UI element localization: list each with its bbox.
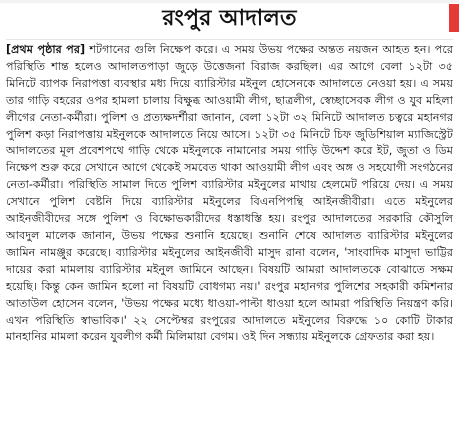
article-text: শটগানের গুলি নিক্ষেপ করে। এ সময় উভয় পক্ষের অন্তত নয়জন আহত হন। পরে পরিস্থিতি শান্ত হলেও আদালতপাড়া জুড়ে উত্তেজনা বিরাজ করছিল। এর আগে বেলা ১২টা ৩৫ মিনিটে ব্যাপক নিরাপত্তা ব্যবস্থার মধ্য দিয়ে ব্যারিস্টার মইনুল হোসেনকে আদালতে নেওয়া হয়। এ সময় তার গাড়ি বহরের ওপর হামলা চালায় বিক্ষুব্ধ আওয়ামী লীগ, ছাত্রলীগ, স্বেচ্ছাসেবক লীগ ও যুব মহিলা লীগের নেতা-কর্মীরা। পুলিশ ও প্রত্যক্ষদর্শীরা জানান, বেলা ১২টা ৩২ মিনিটে আদালত চত্বরে মহানগর পুলিশ কড়া নিরাপত্তায় মইনুলকে আদালতে নিয়ে আসে। ১২টা ৩৫ মিনিটে চিফ জুডিশিয়াল ম্যাজিস্ট্রেট আদালতের মূল প্রবেশপথে গাড়ি থেকে মইনুলকে নামানোর সময় গাড়ি উদ্দেশ করে ইট, জুতা ও ডিম নিক্ষেপ শুরু করে সেখানে আগে থেকেই সমবেত থাকা আওয়ামী লীগ এবং অঙ্গ ও সহযোগী সংগঠনের নেতা-কর্মীরা। পরিস্থিতি সামাল দিতে পুলিশ ব্যারিস্টার মইনুলের মাথায় হেলমেট পরিয়ে দেয়। এ সময় সেখানে পুলিশ বেষ্টনি দিয়ে ব্যারিস্টার মইনুলের বিএনপিপন্থি আইনজীবীরা। এতে মইনুলের আইনজীবীদের সঙ্গে পুলিশ ও বিক্ষোভকারীদের ধস্তাধস্তি হয়। রংপুর আদালতের সরকারি কৌসুলি আবদুল মালেক জানান, উভয় পক্ষের শুনানি হয়েছে। শুনানি শেষে আদালত ব্যারিস্টার মইনুলের জামিন নামঞ্জুর করেছে। ব্যারিস্টার মইনুলের আইনজীবী মাসুদ রানা বলেন, 'সাংবাদিক মাসুদা ভাট্টির দায়ের করা মামলায় ব্যারিস্টার মইনুল জামিনে আছেন। বিষয়টি আমরা আদালতকে বোঝাতে সক্ষম হয়েছি। কিন্তু কেন জামিন হলো না বিষয়টি বোধগম্য নয়।' রংপুর মহানগর পুলিশের সহকারী কমিশনার আতাউল হোসেন বলেন, 'উভয় পক্ষের মধ্যে ধাওয়া-পাল্টা ধাওয়া হলে আমরা পরিস্থিতি নিয়ন্ত্রণ করি। এখন পরিস্থিতি স্বাভাবিক।' ২২ সেপ্টেম্বর রংপুরের আদালতে মইনুলের বিরুদ্ধে ১০ কোটি টাকার মানহানির মামলা করেন যুবলীগ কর্মী মিলিমায়া বেগম। ওই দিন সন্ধ্যায় মইনুলকে গ্রেফতার করা হয়।: [6, 43, 453, 344]
top-border: [0, 0, 459, 3]
continuation-kicker: [প্রথম পৃষ্ঠার পর]: [6, 43, 86, 56]
headline-divider: [6, 39, 453, 40]
article-body: [6, 42, 453, 346]
article-headline: রংপুর আদালত: [162, 6, 297, 31]
